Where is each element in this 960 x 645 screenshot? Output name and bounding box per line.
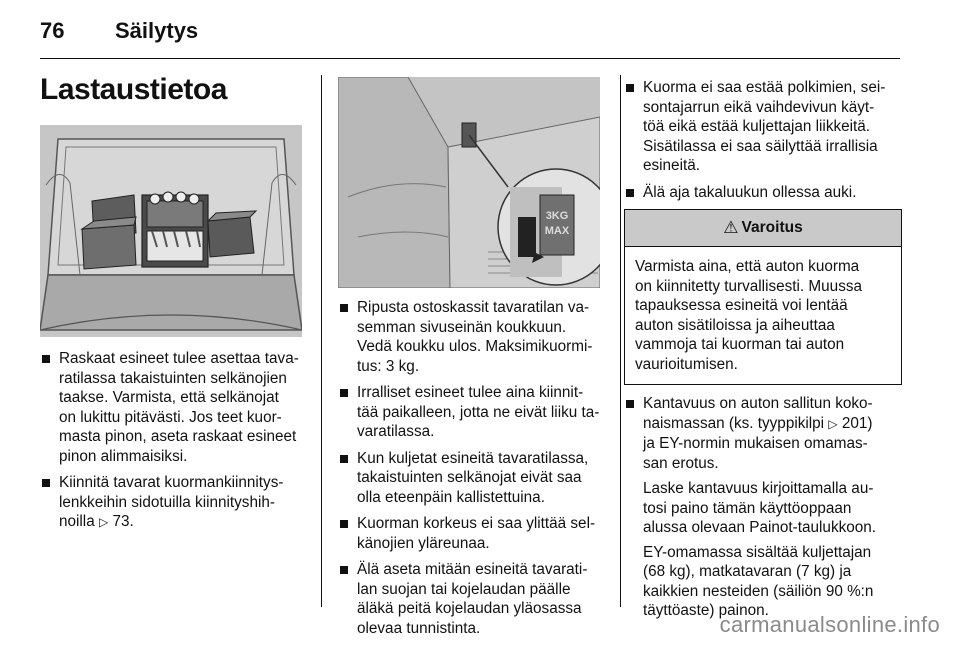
bullet-icon xyxy=(626,84,634,92)
bullet-icon xyxy=(626,189,634,197)
bullet-icon xyxy=(340,455,348,463)
list-item xyxy=(40,473,308,533)
list-item-text: Kantavuus on auton sallitun koko- naismassan (ks. tyyppikilpi xyxy=(643,395,873,432)
hook-label-line2: MAX xyxy=(544,225,570,237)
bag-hook-illustration xyxy=(338,77,600,288)
list-item-text: Kiinnitä tavarat kuormankiinnitys- lenkkeihin sidotuilla kiinnityshih- noilla xyxy=(59,474,284,530)
page-number: 76 xyxy=(40,18,65,43)
warning-title: Varoitus xyxy=(741,219,803,237)
bullet-icon xyxy=(340,304,348,312)
bullet-icon xyxy=(340,520,348,528)
list-item xyxy=(338,514,606,553)
box-right xyxy=(208,211,256,257)
warning-text: Varmista aina, että auton kuorma on kiinnitetty turvallisesti. Muussa tapauksessa esineitä voi lentää auton sisätiloissa ja aiheuttaa vammoja tai kuorman tai auton vaurioitumisen. xyxy=(635,258,862,373)
page-ref-icon: ▷ xyxy=(98,515,109,529)
bullet-icon xyxy=(340,389,348,397)
bullet-icon xyxy=(340,566,348,574)
list-item-text: Kuorma ei saa estää polkimien, sei- sontajarrun eikä vaihdevivun käyt- töä eikä estää kuljettajan liikkeitä. Sisätilassa ei saa säilyttää irrallisia esineitä. xyxy=(643,79,886,174)
bullet-icon xyxy=(626,400,634,408)
page-ref[interactable]: 73. xyxy=(112,513,134,530)
list-item xyxy=(338,383,606,442)
list-item-text: Raskaat esineet tulee asettaa tava- ratilassa takaistuinten selkänojien taakse. Varmista, että selkänojat on lukittu pitävästi. Jos teet kuor- masta pinon, aseta raskaat esineet pinon alimmaisiksi. xyxy=(59,350,299,465)
list-item-text: Ripusta ostoskassit tavaratilan va- semman sivuseinän koukkuun. Vedä koukku ulos. Maksimikuormi- tus: 3 kg. xyxy=(357,299,593,375)
paragraph: Laske kantavuus kirjoittamalla au- tosi paino tämän käyttöoppaan alussa olevaan Painot-taulukkoon. xyxy=(643,480,877,536)
list-item xyxy=(624,394,902,473)
list-item-text: Älä aja takaluukun ollessa auki. xyxy=(643,183,857,201)
column-left xyxy=(40,349,308,540)
figure-bag-hook xyxy=(338,77,600,288)
page-ref-icon: ▷ xyxy=(828,416,838,431)
list-item xyxy=(338,449,606,508)
list-item xyxy=(338,560,606,638)
page-title: Lastaustietoa xyxy=(40,73,227,106)
header-rule xyxy=(40,58,900,59)
list-item-text: Kuorman korkeus ei saa ylittää sel- känojien yläreunaa. xyxy=(357,515,596,552)
warning-icon: ⚠ xyxy=(723,218,739,238)
column-middle xyxy=(338,298,606,645)
list-item xyxy=(624,183,902,203)
section-name: Säilytys xyxy=(115,18,199,43)
list-item-text-continued: ja EY-normin mukaisen omamas- san erotus. xyxy=(643,435,868,472)
list-item-text: Älä aseta mitään esineitä tavarati- lan suojan tai kojelaudan päälle äläkä peitä kojelaudan yläosassa olevaa tunnistinta. xyxy=(357,561,588,637)
paragraph: EY-omamassa sisältää kuljettajan (68 kg), matkatavaran (7 kg) ja kaikkien nesteiden (säiliön 90 %:n täyttöaste) painon. xyxy=(643,543,874,619)
bullet-icon xyxy=(42,479,50,487)
warning-box xyxy=(624,209,902,385)
list-item-text: Irralliset esineet tulee aina kiinnit- tää paikalleen, jotta ne eivät liiku ta- varatilassa. xyxy=(357,384,600,440)
cargo-area-illustration xyxy=(40,125,302,337)
column-right xyxy=(624,78,902,627)
bullet-icon xyxy=(42,355,50,363)
list-item xyxy=(40,349,308,466)
hook-label-line1: 3KG xyxy=(545,210,569,222)
figure-cargo-area xyxy=(40,125,302,337)
list-item xyxy=(624,78,902,176)
crate-bottles xyxy=(142,192,208,267)
watermark: carmanualsonline.info xyxy=(719,612,940,637)
column-divider-right xyxy=(620,75,621,607)
column-divider-left xyxy=(321,75,322,607)
warning-header xyxy=(625,210,901,247)
list-item-text: Kun kuljetat esineitä tavaratilassa, takaistuinten selkänojat eivät saa olla eteenpäin kallistettuina. xyxy=(357,449,589,506)
list-item xyxy=(338,298,606,376)
page-ref[interactable]: 201) xyxy=(841,414,873,432)
